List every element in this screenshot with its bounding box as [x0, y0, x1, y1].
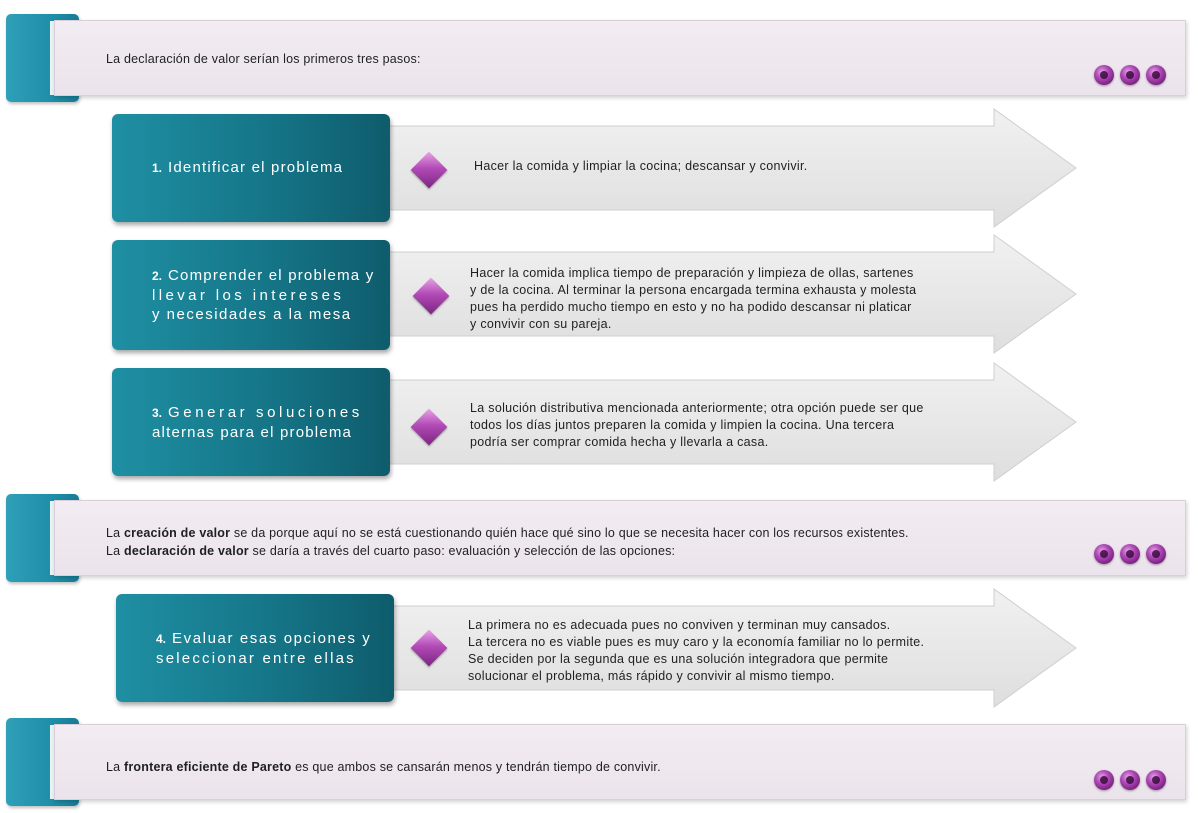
- step-description: [474, 158, 808, 175]
- description-line: y de la cocina. Al terminar la persona encargada termina exhausta y molesta: [470, 283, 917, 297]
- text-run: La declaración de valor serían los primeros tres pasos:: [106, 52, 421, 66]
- description-line: todos los días juntos preparen la comida y limpien la cocina. Una tercera: [470, 418, 895, 432]
- description-line: La tercera no es viable pues es muy caro y la economía familiar no lo permite.: [468, 635, 925, 649]
- step-label-line: llevar los intereses: [152, 287, 345, 304]
- description-line: La solución distributiva mencionada anteriormente; otra opción puede ser que: [470, 401, 924, 415]
- step-description: [470, 400, 924, 451]
- dots-icon: [1094, 544, 1166, 564]
- description-line: Se deciden por la segunda que es una solución integradora que permite: [468, 652, 889, 666]
- step-label-line: alternas para el problema: [152, 423, 353, 441]
- step-description: [468, 617, 924, 685]
- description-line: podría ser comprar comida hecha y llevarla a casa.: [470, 435, 769, 449]
- step-label-line: Comprender el problema y: [168, 267, 375, 284]
- banner-line: [106, 542, 1146, 560]
- banner-text: [106, 50, 1066, 68]
- banner-text: [106, 758, 1066, 776]
- step-label: [116, 594, 394, 702]
- step-2: [112, 234, 1092, 354]
- text-run: La: [106, 526, 124, 540]
- text-run: La: [106, 544, 124, 558]
- banner-value-creation: [6, 494, 1186, 582]
- description-line: solucionar el problema, más rápido y convivir al mismo tiempo.: [468, 669, 835, 683]
- step-label-line: seleccionar entre ellas: [156, 649, 356, 667]
- step-label-line: y necesidades a la mesa: [152, 306, 352, 323]
- step-number: 4.: [156, 631, 167, 646]
- emphasis-text: creación de valor: [123, 526, 231, 540]
- emphasis-text: frontera eficiente de Pareto: [123, 760, 292, 774]
- step-number: 2.: [152, 269, 163, 283]
- banner-text: [106, 524, 1146, 560]
- step-1: [112, 108, 1092, 228]
- text-run: La: [106, 760, 124, 774]
- step-label: [112, 114, 390, 222]
- description-line: Hacer la comida implica tiempo de preparación y limpieza de ollas, sartenes: [470, 266, 914, 280]
- step-label-line: Identificar el problema: [168, 159, 344, 176]
- step-label-line: Evaluar esas opciones y: [172, 629, 372, 647]
- description-line: La primera no es adecuada pues no conviven y terminan muy cansados.: [468, 618, 891, 632]
- description-line: pues ha perdido mucho tiempo en esto y no ha podido descansar ni platicar: [470, 300, 912, 314]
- text-run: es que ambos se cansarán menos y tendrán tiempo de convivir.: [291, 760, 661, 774]
- step-label: [112, 240, 390, 350]
- description-line: y convivir con su pareja.: [470, 317, 612, 331]
- step-3: [112, 362, 1092, 482]
- emphasis-text: declaración de valor: [123, 544, 249, 558]
- step-description: [470, 265, 916, 333]
- banner-line: [106, 524, 1146, 542]
- text-run: se da porque aquí no se está cuestionando quién hace qué sino lo que se necesita hacer con los recursos existentes.: [230, 526, 909, 540]
- text-run: se daría a través del cuarto paso: evaluación y selección de las opciones:: [248, 544, 676, 558]
- step-number: 3.: [152, 405, 163, 420]
- dots-icon: [1094, 770, 1166, 790]
- description-line: Hacer la comida y limpiar la cocina; descansar y convivir.: [474, 159, 808, 173]
- step-4: [112, 588, 1092, 708]
- dots-icon: [1094, 65, 1166, 85]
- banner-intro: [6, 14, 1186, 102]
- step-number: 1.: [152, 161, 163, 175]
- step-label-line: Generar soluciones: [168, 403, 363, 421]
- banner-pareto: [6, 718, 1186, 806]
- step-label: [112, 368, 390, 476]
